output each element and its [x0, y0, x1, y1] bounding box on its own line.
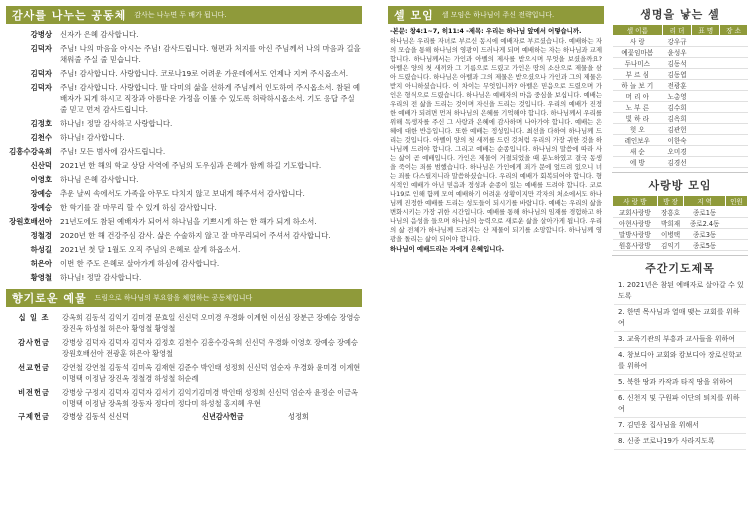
- offering-header: [6, 289, 362, 307]
- offering-names: 강병상 김덕자 김덕자 김덕자 김정호 김천수 김흥수강옥희 신신덕 우경화 이영호 장예승 장예승 장원호배선아 전광훈 허은아 황영철: [62, 338, 358, 358]
- life-cell-row: [613, 91, 748, 102]
- offering-row: [6, 337, 362, 359]
- table-cell: [692, 91, 720, 102]
- thanks-text: 주님! 나의 마음을 아시는 주님! 감사드립니다. 형편과 처지를 아신 주님께서 나의 마음과 길을 채워줄 주실 줄 믿습니다.: [60, 44, 361, 64]
- table-cell: [692, 146, 720, 157]
- cell-verse: -본문: 창4:1~7, 히11:4 -제목: 우리는 하나님 앞에서 어떻습니까.: [390, 27, 582, 35]
- table-cell: 아현사랑방: [613, 218, 658, 229]
- table-cell: 김동엽: [662, 69, 692, 80]
- table-cell: 김관헌: [662, 124, 692, 135]
- thanks-item: [6, 43, 362, 65]
- table-cell: [720, 69, 748, 80]
- table-cell: 노 부 른: [613, 102, 663, 113]
- table-cell: 강우규: [662, 36, 692, 47]
- table-cell: 이한숙: [662, 135, 692, 146]
- thanks-name: 김정호: [30, 119, 52, 128]
- offering-names: 강옥희 김동석 김익기 김미경 문효일 신신덕 오미경 우경화 이계현 이선심 장분근 장예승 장영승 장진옥 하성철 허은아 황영철 황영철: [62, 313, 361, 333]
- table-cell: 김동석: [662, 58, 692, 69]
- thanks-subtitle: 감사는 나누면 두 배가 됩니다.: [134, 11, 227, 19]
- love-group-header-row: [613, 196, 748, 207]
- table-cell: 종로3동: [684, 229, 725, 240]
- prayer-item: 3. 교육기관의 부흥과 교사들을 위하여: [614, 332, 746, 348]
- table-cell: 교회사랑방: [613, 207, 658, 218]
- thanks-item: [6, 258, 362, 269]
- table-cell: 전광훈: [662, 80, 692, 91]
- table-cell: [725, 240, 747, 251]
- thanks-item: [6, 174, 362, 185]
- table-cell: 빛 하 라: [613, 113, 663, 124]
- thanks-name: 허은아: [30, 259, 52, 268]
- thanks-text: 하나님! 정말 감사합니다.: [60, 273, 142, 282]
- thanks-item: [6, 272, 362, 283]
- column-header: 장 소: [720, 25, 748, 36]
- prayer-title: 주간기도제목: [645, 262, 715, 275]
- thanks-text: 2020년 한 해 건강주심 감사. 삶은 수술하지 않고 잘 마무리되어 주셔서 감사합니다.: [60, 231, 331, 240]
- offering-kind: 선교헌금: [18, 363, 50, 372]
- thanks-name: 김덕자: [30, 44, 52, 53]
- offering-names: 강병상 구정지 김덕자 김덕자 김서기 김익기김미경 박인태 성정희 신신덕 엄순자 윤정순 이금옥 이명택 이정남 장옥희 장동자 정다미 정다미 하성철 홍지혜 우현: [62, 388, 358, 408]
- cell-header: [388, 6, 604, 24]
- thanks-name: 장예승: [30, 203, 52, 212]
- table-cell: 이병택: [657, 229, 684, 240]
- table-cell: 종로5동: [684, 240, 725, 251]
- table-cell: [692, 36, 720, 47]
- column-header: 방 장: [657, 196, 684, 207]
- column-header: 셀 이름: [613, 25, 663, 36]
- thanks-name: 신산덕: [30, 161, 52, 170]
- thanks-text: 2021년 첫 달 1월도 오직 주님의 은혜로 살게 하옵소서.: [60, 245, 241, 254]
- newyear-label: 신년감사헌금: [202, 412, 244, 421]
- thanks-item: [6, 118, 362, 129]
- cell-end: 하나님이 예배드리는 자에게 은혜입니다.: [390, 245, 505, 253]
- love-group-row: [613, 240, 748, 251]
- thanks-name: 황영철: [30, 273, 52, 282]
- thanks-title: 감사를 나누는 공동체: [12, 9, 127, 22]
- table-cell: 김익기: [657, 240, 684, 251]
- offering-row: [6, 312, 362, 334]
- table-cell: 사 랑: [613, 36, 663, 47]
- table-cell: [725, 229, 747, 240]
- table-cell: [692, 135, 720, 146]
- life-cell-row: [613, 80, 748, 91]
- relief-label: 구제헌금: [18, 412, 50, 421]
- table-cell: 오미경: [662, 146, 692, 157]
- left-column: [6, 6, 362, 524]
- thanks-name: 이영호: [30, 175, 52, 184]
- thanks-name: 김덕자: [30, 83, 52, 92]
- prayer-item: 6. 신천지 및 구원파 이단의 퇴치를 위하여: [614, 391, 746, 418]
- table-cell: 하 늘 보 기: [613, 80, 663, 91]
- thanks-item: [6, 29, 362, 40]
- prayer-item: 5. 북한 땅과 카작과 타직 땅을 위하여: [614, 375, 746, 391]
- thanks-text: 주님! 모든 범사에 감사드립니다.: [60, 147, 166, 156]
- thanks-text: 추운 날씨 속에서도 가족을 아무도 다치지 않고 보내게 해주셔서 감사합니다.: [60, 189, 305, 198]
- right-column: [612, 6, 748, 524]
- column-header: 리 더: [662, 25, 692, 36]
- table-cell: 종로2.4동: [684, 218, 725, 229]
- table-cell: [720, 157, 748, 168]
- offering-row: [6, 387, 362, 409]
- thanks-item: [6, 188, 362, 199]
- offering-list: [6, 307, 362, 409]
- life-cell-row: [613, 146, 748, 157]
- table-cell: 두나미스: [613, 58, 663, 69]
- thanks-name: 김덕자: [30, 69, 52, 78]
- table-cell: 예꽃임마봄: [613, 47, 663, 58]
- table-cell: [720, 102, 748, 113]
- table-cell: [720, 47, 748, 58]
- thanks-item: [6, 244, 362, 255]
- prayer-item: 4. 창보디아 교회와 캄보디아 장로신학교를 위하여: [614, 348, 746, 375]
- thanks-item: [6, 68, 362, 79]
- table-cell: [720, 135, 748, 146]
- thanks-item: [6, 82, 362, 115]
- love-group-row: [613, 207, 748, 218]
- thanks-text: 이번 한 주도 은혜로 살아가게 하심에 감사합니다.: [60, 259, 220, 268]
- thanks-item: [6, 202, 362, 213]
- cell-text: 하나님은 우리를 자녀로 부르신 동시에 예배자로 부르셨습니다. 예배하는 자의 모습을 통해 하나님의 영광이 드러나게 되며 예배하는 자는 하나님과 교제합니다. 하나님께서는 가인과 아벨의 제사를 받으시며 무엇을 보셨을까요? 아벨은 양의 첫 새끼와 그 기름으로 드렸고 가인은 땅의 소산으로 제물을 삼아 드렸습니다. 하나님은 아벨과 그의 제물은 받으셨으나 가인과 그의 제물은 받지 아니하셨습니다. 이 차이는 무엇입니까? 아벨은 믿음으로 드렸으며 가인은 형식으로 드렸습니다. 하나님은 예배자의 마음 중심을 보십니다. 예배는 우리의 전 삶을 드리는 것이며 자신을 드리는 것입니다. 우리의 예배가 진정한 예배가 되려면 먼저 하나님의 은혜를 기억해야 합니다. 하나님께서 우리를 위해 독생자를 주신 그 사랑과 은혜에 감사하며 나아가야 합니다. 예배는 은혜에 대한 반응입니다. 또한 예배는 정성입니다. 최선을 다하여 하나님께 드리는 것입니다. 아벨이 양의 첫 새끼를 드린 것처럼 우리의 가장 귀한 것을 하나님께 드려야 합니다. 그리고 예배는 순종입니다. 하나님의 말씀에 따라 사는 삶이 곧 예배입니다. 가인은 제물이 거절되었을 때 분노하였고 결국 동생을 죽이는 죄를 범했습니다. 하나님은 가인에게 죄가 문에 엎드려 있으니 너는 죄를 다스릴지니라 말씀하셨습니다. 우리의 예배가 회복되어야 합니다. 형식적인 예배가 아닌 믿음과 정성과 순종이 있는 예배를 드려야 합니다. 코로나19로 인해 함께 모여 예배하기 어려운 상황이지만 각자의 처소에서도 하나님께 진정한 예배를 드리는 성도들이 되시기를 바랍니다. 예배는 우리의 삶을 변화시키는 가장 귀한 시간입니다. 예배를 통해 하나님의 임재를 경험하고 하나님의 음성을 들으며 하나님의 능력으로 새로운 삶을 살아가게 됩니다. 우리의 삶 전체가 하나님께 드려지는 산 제물이 되기를 소망합니다. 하나님께 영광을 돌리는 삶이 되어야 합니다.: [390, 37, 602, 243]
- table-cell: 노총영: [662, 91, 692, 102]
- table-cell: 부 르 심: [613, 69, 663, 80]
- thanks-item: [6, 146, 362, 157]
- life-cell-row: [613, 102, 748, 113]
- table-cell: [720, 124, 748, 135]
- thanks-text: 한 학기를 잘 마무리 할 수 있게 하심 감사합니다.: [60, 203, 217, 212]
- thanks-list: [6, 24, 362, 283]
- life-cell-header-row: [613, 25, 748, 36]
- table-cell: 머 리 아: [613, 91, 663, 102]
- thanks-text: 하나님! 정말 감사하고 사랑합니다.: [60, 119, 173, 128]
- thanks-name: 김흥수강옥희: [9, 147, 52, 156]
- table-cell: 종로1동: [684, 207, 725, 218]
- column-header: 표 명: [692, 25, 720, 36]
- offering-names: 강연철 강연철 김동석 김미옥 김재현 김준수 박인태 성정희 신신덕 엄순자 우경화 윤미경 이계현 이명택 이정남 장진옥 정철경 하성철 허순례: [62, 363, 361, 383]
- table-cell: [720, 146, 748, 157]
- table-cell: [692, 69, 720, 80]
- prayer-item: 7. 김민웅 집사님을 위해서: [614, 418, 746, 434]
- thanks-name: 장예승: [30, 189, 52, 198]
- thanks-text: 주님! 감사합니다. 사랑합니다. 코로나19로 어려운 가운데에서도 언제나 지켜 주시옵소서.: [60, 69, 349, 78]
- life-cell-row: [613, 157, 748, 168]
- love-group-row: [613, 218, 748, 229]
- love-group-table: [612, 195, 748, 251]
- thanks-name: 장원호배선아: [9, 217, 52, 226]
- offering-title: 향기로운 예물: [12, 292, 87, 305]
- table-cell: [692, 124, 720, 135]
- offering-kind: 비전헌금: [18, 388, 50, 397]
- thanks-text: 주님! 감사합니다. 사랑합니다. 딸 다미의 삶을 선하게 주님께서 인도하여 주시옵소서. 참된 예배자가 되게 하시고 직장과 아름다운 가정을 이룰 수 있도록 허락하시옵소서. 기도 응답 주실 줄 믿고 먼저 감사드립니다.: [60, 83, 361, 114]
- middle-column: [388, 6, 604, 524]
- offering-kind: 감사헌금: [18, 338, 50, 347]
- table-cell: 윤성우: [662, 47, 692, 58]
- life-cell-row: [613, 47, 748, 58]
- prayer-item: 8. 신종 코로나19가 사라지도록: [614, 434, 746, 450]
- love-group-title: 사랑방 모임: [648, 179, 712, 192]
- life-cell-row: [613, 36, 748, 47]
- table-cell: [692, 58, 720, 69]
- cell-title: 셀 모임: [394, 9, 434, 22]
- table-cell: [720, 113, 748, 124]
- table-cell: [692, 47, 720, 58]
- prayer-list: [612, 278, 748, 450]
- table-cell: [692, 80, 720, 91]
- table-cell: 김경선: [662, 157, 692, 168]
- table-cell: 레인보우: [613, 135, 663, 146]
- life-cell-row: [613, 124, 748, 135]
- thanks-name: 정철경: [30, 231, 52, 240]
- thanks-item: [6, 230, 362, 241]
- life-cell-row: [613, 58, 748, 69]
- thanks-item: [6, 216, 362, 227]
- table-cell: 말방사랑방: [613, 229, 658, 240]
- column-header: 인원: [725, 196, 747, 207]
- offering-kind: 십 일 조: [18, 313, 50, 322]
- life-cell-row: [613, 69, 748, 80]
- offering-subtitle: 드림으로 하나님의 부요함을 체험하는 공동체입니다: [94, 294, 253, 302]
- table-cell: 원흥사랑방: [613, 240, 658, 251]
- thanks-text: 하나님 은혜 감사합니다.: [60, 175, 139, 184]
- table-cell: 장흥호: [657, 207, 684, 218]
- thanks-item: [6, 160, 362, 171]
- table-cell: [692, 157, 720, 168]
- offering-last-row: [6, 412, 362, 422]
- table-cell: [725, 207, 747, 218]
- life-cell-table: [612, 24, 748, 168]
- thanks-text: 신자가 은혜 감사합니다.: [60, 30, 139, 39]
- table-cell: [720, 36, 748, 47]
- cell-body: [388, 24, 604, 254]
- thanks-text: 하나님! 감사합니다.: [60, 133, 125, 142]
- life-cell-row: [613, 135, 748, 146]
- table-cell: [725, 218, 747, 229]
- thanks-name: 강병상: [30, 30, 52, 39]
- table-cell: [720, 80, 748, 91]
- thanks-text: 2021년 한 해의 학교 상담 사역에 주님의 도우심과 은혜가 함께 하길 기도합니다.: [60, 161, 322, 170]
- life-cell-row: [613, 113, 748, 124]
- table-cell: 헛 오: [613, 124, 663, 135]
- prayer-item: 1. 2021년은 참된 예배자로 살아갈 수 있도록: [614, 278, 746, 305]
- table-cell: [692, 113, 720, 124]
- table-cell: 박희재: [657, 218, 684, 229]
- column-header: 지 역: [684, 196, 725, 207]
- cell-subtitle: 셀 모임은 하나님이 주신 전략입니다.: [441, 11, 555, 19]
- prayer-item: 2. 한면 목사님과 열매 맺는 교회를 위하여: [614, 305, 746, 332]
- table-cell: [720, 58, 748, 69]
- offering-row: [6, 362, 362, 384]
- thanks-header: [6, 6, 362, 24]
- table-cell: [692, 102, 720, 113]
- table-cell: [720, 91, 748, 102]
- table-cell: 에 방: [613, 157, 663, 168]
- newyear-names: 성정희: [288, 412, 309, 421]
- table-cell: 새 순: [613, 146, 663, 157]
- table-cell: 김옥희: [662, 113, 692, 124]
- thanks-name: 하성길: [30, 245, 52, 254]
- divider: [612, 172, 748, 173]
- relief-names: 강병상 김동석 신신덕: [62, 412, 130, 421]
- thanks-item: [6, 132, 362, 143]
- life-cell-title: 생명을 낳는 셀: [640, 8, 720, 21]
- column-header: 사 랑 방: [613, 196, 658, 207]
- table-cell: 김수희: [662, 102, 692, 113]
- thanks-name: 김천수: [30, 133, 52, 142]
- love-group-row: [613, 229, 748, 240]
- divider: [612, 255, 748, 256]
- thanks-text: 21년도에도 참된 예배자가 되어서 하나님을 기쁘시게 하는 한 해가 되게 하소서.: [60, 217, 317, 226]
